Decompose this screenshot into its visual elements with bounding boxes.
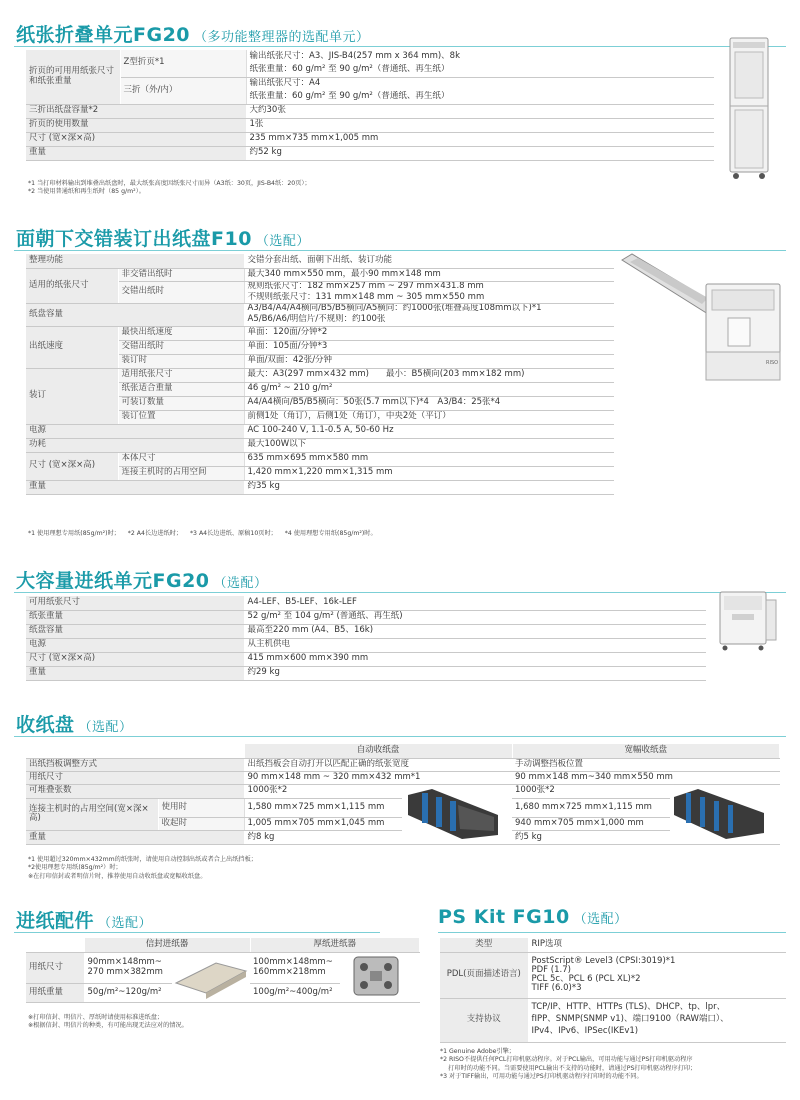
spec-value: A4/A4横向/B5/B5横向：50张(5.7 mm以下)*4 A3/B4：25张*4 [244, 396, 614, 410]
blank-header [26, 744, 244, 758]
spec-sublabel: 交错出纸时 [118, 281, 244, 303]
spec-value: 1,580 mm×725 mm×1,115 mm [244, 798, 402, 818]
spec-value: 最大340 mm×550 mm，最小90 mm×148 mm [244, 268, 614, 281]
section-rule [14, 592, 786, 593]
spec-label: 尺寸 (宽×深×高) [26, 132, 246, 146]
spec-value: 最高至220 mm (A4、B5、16k) [244, 624, 706, 638]
spec-value: 大约30张 [246, 104, 714, 118]
spec-value: 不规则纸张尺寸：131 mm×148 mm ~ 305 mm×550 mm [244, 292, 614, 303]
spec-value: 纸张重量：60 g/m² 至 90 g/m²（普通纸、再生纸） [246, 64, 714, 77]
folding-unit-image [726, 36, 772, 180]
folding-unit-spec-table [26, 50, 714, 161]
spec-sublabel: 本体尺寸 [118, 452, 244, 466]
spec-label: 重量 [26, 480, 244, 494]
spec-sublabel: 三折（外/内） [120, 77, 246, 104]
spec-label: 重量 [26, 666, 244, 680]
spec-label: 整理功能 [26, 254, 244, 268]
spec-value: 从主机供电 [244, 638, 706, 652]
footnotes: *1 使用超过320mm×432mm的纸张时，请使用自动控制出纸或者合上出纸挡板； *2使用理想专用纸(85g/m²）时； ※在打印信封或者明信片时，推荐使用自动收纸盘或宽幅收纸盘。 [28, 856, 257, 880]
spec-value: 100g/m²~400g/m² [250, 984, 340, 1003]
column-header: 信封进纸器 [84, 938, 250, 952]
section-rule [438, 932, 786, 933]
spec-sublabel: 最快出纸速度 [118, 326, 244, 340]
section-title-output-tray: 收纸盘 （选配） [16, 714, 133, 736]
spec-value: 90mm×148mm~ 270 mm×382mm [84, 952, 172, 984]
spec-label: 装订 [26, 368, 118, 424]
spec-label: 折页的可用用纸张尺寸和纸张重量 [26, 50, 120, 104]
footnotes: *1 Genuine Adobe引擎； *2 RISO不提供任何PCL打印机驱动程序。对于PCL输出，可用功能与通过PS打印机驱动程序 打印时的功能不同。当需要使用PCL输出不支持的功能时，请通过PS打印机驱动程序打印； *3 对于TIFF输出，可用功能与通过PS打印机驱动程序打印时的功能不同。 [440, 1048, 697, 1081]
spec-label: 重量 [26, 146, 246, 160]
spec-sublabel: 连接主机时的占用空间 [118, 466, 244, 480]
feed-accessories-spec-table [26, 938, 420, 1003]
spec-value: A4-LEF、B5-LEF、16k-LEF [244, 596, 706, 610]
column-header: 厚纸进纸器 [250, 938, 419, 952]
spec-value: 100mm×148mm~ 160mm×218mm [250, 952, 340, 984]
spec-value: AC 100-240 V, 1.1-0.5 A, 50-60 Hz [244, 424, 614, 438]
spec-value: 约5 kg [512, 831, 670, 845]
spec-label: 纸张重量 [26, 610, 244, 624]
hcf-spec-table [26, 596, 706, 681]
spec-label: 纸盘容量 [26, 303, 244, 326]
spec-label: 尺寸 (宽×深×高) [26, 652, 244, 666]
spec-label: 功耗 [26, 438, 244, 452]
section-rule [14, 932, 380, 933]
spec-value: 940 mm×705 mm×1,000 mm [512, 818, 670, 831]
section-title-feed-accessories: 进纸配件 （选配） [16, 910, 153, 932]
wide-tray-image [670, 785, 770, 841]
section-rule [14, 46, 786, 47]
spec-value: 最大：A3(297 mm×432 mm) 最小：B5横向(203 mm×182 mm) [244, 368, 614, 382]
spec-value: 235 mm×735 mm×1,005 mm [246, 132, 714, 146]
spec-value: 约52 kg [246, 146, 714, 160]
spec-label: PDL(页面描述语言) [440, 952, 528, 998]
spec-label: 出纸挡板调整方式 [26, 758, 244, 771]
spec-label: 类型 [440, 938, 528, 952]
spec-value: 46 g/m² ~ 210 g/m² [244, 382, 614, 396]
svg-text:RISO: RISO [766, 360, 779, 366]
spec-label: 电源 [26, 638, 244, 652]
section-title-ps-kit: PS Kit FG10 （选配） [438, 906, 628, 928]
column-header: 自动收纸盘 [244, 744, 512, 758]
footnotes: ※打印信封、明信片、厚纸时请使用标准进纸盘； ※根据信封、明信片的种类，有可能出现无法应对的情况。 [28, 1014, 188, 1030]
spec-sublabel: 装订时 [118, 354, 244, 368]
spec-label: 纸盘容量 [26, 624, 244, 638]
section-title-folding-unit: 纸张折叠单元FG20 （多功能整理器的选配单元） [16, 24, 370, 46]
section-rule [14, 736, 786, 737]
spec-label: 连接主机时的占用空间(宽×深×高) [26, 798, 158, 831]
spec-value: 约8 kg [244, 831, 402, 845]
spec-value: 最大100W以下 [244, 438, 614, 452]
spec-label: 用纸尺寸 [26, 771, 244, 784]
spec-sublabel: 纸张适合重量 [118, 382, 244, 396]
auto-tray-image-cell [402, 784, 512, 845]
section-title-staple-tray: 面朝下交错装订出纸盘F10 （选配） [16, 228, 310, 250]
blank-header [26, 938, 84, 952]
spec-value: 1,005 mm×705 mm×1,045 mm [244, 818, 402, 831]
spec-value: 52 g/m² 至 104 g/m² (普通纸、再生纸) [244, 610, 706, 624]
spec-value: 1张 [246, 118, 714, 132]
spec-value: 输出纸张尺寸：A3、JIS-B4(257 mm x 364 mm)、8k [246, 50, 714, 64]
spec-value: 单面/双面：42张/分钟 [244, 354, 614, 368]
spec-value: 手动调整挡板位置 [512, 758, 779, 771]
spec-sublabel: Z型折页*1 [120, 50, 246, 77]
spec-value: 1000张*2 [244, 784, 402, 798]
spec-value: 50g/m²~120g/m² [84, 984, 172, 1003]
spec-value: 出纸挡板会自动打开以匹配正确的纸张宽度 [244, 758, 512, 771]
spec-label: 折页的使用数量 [26, 118, 246, 132]
spec-value: 前侧1处（角订），后侧1处（角订），中央2处（平订） [244, 410, 614, 424]
output-tray-spec-table [26, 744, 780, 845]
spec-label: 用纸重量 [26, 984, 84, 1003]
spec-value: 1,680 mm×725 mm×1,115 mm [512, 798, 670, 818]
spec-value: 交错分套出纸、面朝下出纸、装订功能 [244, 254, 614, 268]
spec-value: 90 mm×148 mm~340 mm×550 mm [512, 771, 779, 784]
spec-value: PostScript® Level3 (CPSI:3019)*1 PDF (1.7) PCL 5c、PCL 6 (PCL XL)*2 TIFF (6.0)*3 [528, 952, 786, 998]
spec-sublabel: 可装订数量 [118, 396, 244, 410]
ps-kit-spec-table [440, 938, 786, 1043]
spec-value: A3/B4/A4/A4横向/B5/B5横向/A5横向：约1000张(堆叠高度108mm以下)*1 [244, 303, 614, 314]
envelope-feeder-image [172, 953, 248, 999]
hcf-image [716, 586, 780, 656]
spec-value: 1,420 mm×1,220 mm×1,315 mm [244, 466, 614, 480]
spec-sublabel: 适用纸张尺寸 [118, 368, 244, 382]
staple-tray-image [620, 252, 790, 388]
spec-value: 90 mm×148 mm ~ 320 mm×432 mm*1 [244, 771, 512, 784]
spec-value: 1000张*2 [512, 784, 670, 798]
spec-label: 可用纸张尺寸 [26, 596, 244, 610]
spec-label: 尺寸 (宽×深×高) [26, 452, 118, 480]
section-rule [14, 250, 786, 251]
column-header: 宽幅收纸盘 [512, 744, 779, 758]
spec-value: A5/B6/A6/明信片/不规则：约100张 [244, 314, 614, 326]
thick-feeder-image [340, 953, 410, 999]
spec-label: 支持协议 [440, 998, 528, 1042]
spec-value: RIP选项 [528, 938, 786, 952]
auto-tray-image [402, 785, 506, 841]
spec-label: 电源 [26, 424, 244, 438]
section-title-hcf: 大容量进纸单元FG20 （选配） [16, 570, 268, 592]
spec-value: 635 mm×695 mm×580 mm [244, 452, 614, 466]
wide-tray-image-cell [670, 784, 779, 845]
spec-sublabel: 装订位置 [118, 410, 244, 424]
footnotes: *1 当打印材料输出到堆叠出纸盘时，最大纸张高度因纸张尺寸而异（A3纸：30页，JIS-B4纸：20页）； *2 当使用普通纸和再生纸时（85 g/m²）。 [28, 180, 311, 196]
spec-label: 可堆叠张数 [26, 784, 244, 798]
spec-label: 适用的纸张尺寸 [26, 268, 118, 303]
spec-value: 约29 kg [244, 666, 706, 680]
thick-feeder-image-cell [340, 952, 419, 1003]
spec-value: 单面：120面/分钟*2 [244, 326, 614, 340]
spec-sublabel: 交错出纸时 [118, 340, 244, 354]
spec-value: 规则纸张尺寸：182 mm×257 mm ~ 297 mm×431.8 mm [244, 281, 614, 292]
staple-tray-spec-table [26, 254, 614, 495]
spec-value: 纸张重量：60 g/m² 至 90 g/m²（普通纸、再生纸） [246, 91, 714, 104]
spec-label: 出纸速度 [26, 326, 118, 368]
spec-value: 单面：105面/分钟*3 [244, 340, 614, 354]
spec-value: TCP/IP、HTTP、HTTPs (TLS)、DHCP、tp、lpr、 fIPP、SNMP(SNMP v1)、端口9100（RAW端口）、 IPv4、IPv6、IPSec(IKEv1) [528, 998, 786, 1042]
envelope-feeder-image-cell [172, 952, 250, 1003]
spec-sublabel: 使用时 [158, 798, 244, 818]
spec-value: 约35 kg [244, 480, 614, 494]
spec-sublabel: 收起时 [158, 818, 244, 831]
spec-value: 输出纸张尺寸：A4 [246, 77, 714, 91]
spec-label: 三折出纸盘容量*2 [26, 104, 246, 118]
spec-sublabel: 非交错出纸时 [118, 268, 244, 281]
footnotes: *1 使用理想专用纸(85g/m²)时； *2 A4长边进纸时； *3 A4长边进纸、原稿10页时； *4 使用理想专用纸(85g/m²)时。 [28, 530, 377, 537]
spec-label: 重量 [26, 831, 244, 845]
spec-label: 用纸尺寸 [26, 952, 84, 984]
spec-value: 415 mm×600 mm×390 mm [244, 652, 706, 666]
